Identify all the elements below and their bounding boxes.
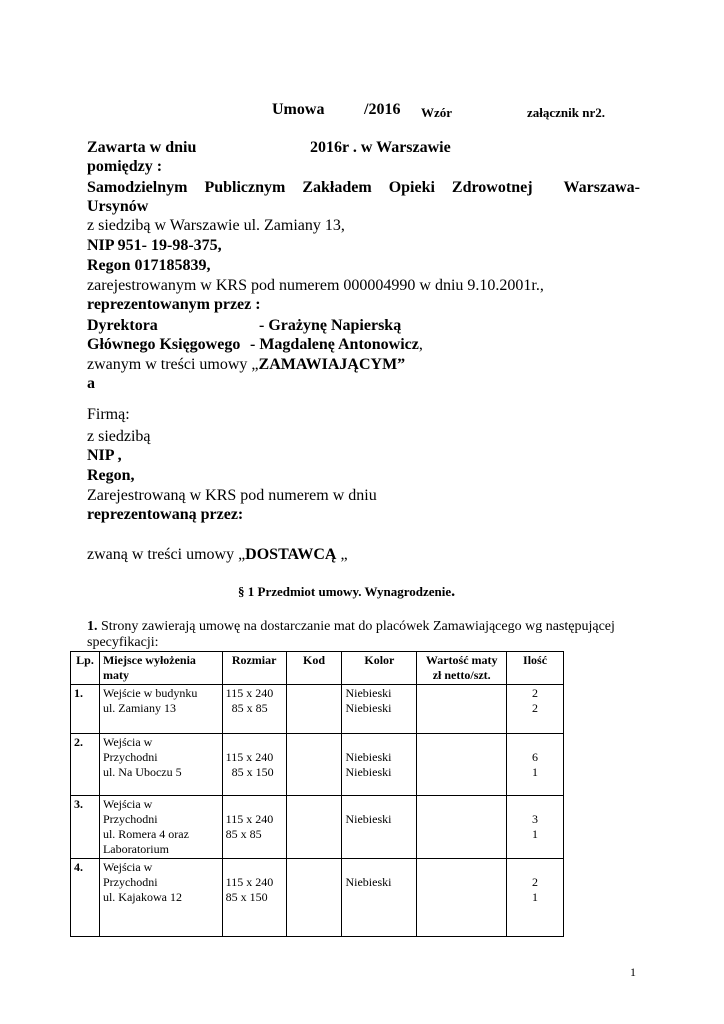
cell-line: Niebieski (345, 765, 392, 779)
cell-size (222, 734, 286, 796)
cell-size (222, 796, 286, 859)
name-word: Publicznym (204, 179, 286, 196)
cell-value (417, 796, 507, 859)
cell-place (99, 796, 222, 859)
cell-line: ul. Kajakowa 12 (102, 890, 182, 904)
cell-line: 115 x 240 (225, 812, 274, 826)
party1-address: z siedzibą w Warszawie ul. Zamiany 13, (87, 217, 345, 234)
cell-line: ul. Zamiany 13 (102, 701, 176, 715)
rep2-role: Głównego Księgowego (87, 336, 241, 353)
page-number: 1 (630, 965, 636, 979)
cell-line: 1 (532, 827, 539, 841)
party1-regon: Regon 017185839, (87, 257, 211, 274)
cell-line: Przychodni (102, 812, 158, 826)
cell-line (345, 797, 413, 812)
table-row (71, 685, 564, 734)
cell-place (99, 859, 222, 937)
header-code: Kod (286, 652, 342, 685)
header-year: /2016 (364, 101, 401, 118)
cell-line: 115 x 240 (225, 875, 274, 889)
name-word: Warszawa- (563, 179, 640, 196)
cell-size (222, 859, 286, 937)
cell-lp: 3. (71, 796, 100, 859)
header-value (417, 652, 507, 685)
cell-place (99, 734, 222, 796)
cell-line: ul. Romera 4 oraz (102, 827, 189, 841)
name-word: Opieki (388, 179, 435, 196)
cell-line: Wejścia w (102, 797, 153, 811)
cell-line: 85 x 85 (225, 701, 268, 715)
cell-line: Przychodni (102, 875, 158, 889)
cell-line: 6 (532, 750, 539, 764)
header-lp: Lp. (71, 652, 100, 685)
cell-line: Niebieski (345, 686, 392, 700)
cell-code (286, 859, 342, 937)
cell-lp: 2. (71, 734, 100, 796)
concluded-line (87, 138, 196, 157)
party2-called-name: DOSTAWCĄ (245, 546, 337, 563)
intro-text: Strony zawierają umowę na dostarczanie mat do placówek Zamawiającego wg następującej (97, 619, 615, 634)
party2-called (87, 545, 348, 564)
cell-line: Niebieski (345, 875, 392, 889)
cell-value (417, 685, 507, 734)
party2-regon: Regon, (87, 467, 135, 484)
cell-qty (507, 859, 564, 937)
cell-line: Niebieski (345, 750, 392, 764)
cell-line: 2 (532, 875, 539, 889)
cell-value (417, 859, 507, 937)
table-row (71, 734, 564, 796)
party1-called (87, 355, 405, 374)
table-row (71, 796, 564, 859)
table-row (71, 859, 564, 937)
cell-code (286, 734, 342, 796)
name-word: Zdrowotnej (451, 179, 533, 196)
cell-line: Wejście w budynku (102, 686, 198, 700)
party2-represented-by: reprezentowaną przez: (87, 506, 244, 523)
and-word: a (87, 375, 95, 392)
cell-line (510, 797, 560, 812)
party1-called-name: ZAMAWIAJĄCYM” (258, 356, 406, 373)
cell-line: 2 (532, 686, 539, 700)
cell-line: Niebieski (345, 812, 392, 826)
cell-line (345, 735, 413, 750)
header-place-line2: maty (102, 668, 129, 682)
rep2-name: - Magdalenę Antonowicz (250, 336, 419, 353)
header-size: Rozmiar (222, 652, 286, 685)
party1-represented-by: reprezentowanym przez : (87, 296, 261, 313)
cell-line: 115 x 240 (225, 686, 274, 700)
header-qty: Ilość (507, 652, 564, 685)
cell-line: 85 x 85 (225, 827, 262, 841)
cell-line: ul. Na Uboczu 5 (102, 765, 182, 779)
cell-line: Wejścia w (102, 860, 153, 874)
cell-line (345, 860, 413, 875)
cell-line: 3 (532, 812, 539, 826)
cell-size (222, 685, 286, 734)
party1-called-prefix: zwanym w treści umowy „ (87, 356, 259, 373)
cell-color (342, 734, 417, 796)
header-value-line2: zł netto/szt. (432, 668, 491, 682)
party1-name-line2: Ursynów (87, 198, 149, 215)
header-wzor: Wzór (421, 105, 453, 120)
cell-lp: 1. (71, 685, 100, 734)
cell-line: 2 (532, 701, 539, 715)
rep1-role: Dyrektora (87, 317, 158, 334)
cell-code (286, 685, 342, 734)
cell-line: Niebieski (345, 701, 392, 715)
rep2-line (250, 335, 423, 354)
cell-line (226, 735, 283, 750)
cell-line (510, 735, 560, 750)
party2-called-prefix: zwaną w treści umowy „ (87, 546, 246, 563)
cell-line (226, 797, 283, 812)
party2-firm: Firmą: (87, 406, 130, 423)
cell-value (417, 734, 507, 796)
concluded-label: Zawarta w dniu (87, 139, 197, 156)
rep1-name: - Grażynę Napierską (259, 317, 402, 334)
section1-title-text: § 1 Przedmiot umowy. Wynagrodzenie (238, 584, 452, 599)
between-line: pomiędzy : (87, 158, 163, 175)
cell-qty (507, 796, 564, 859)
party2-nip: NIP , (87, 447, 122, 464)
cell-line: 115 x 240 (225, 750, 274, 764)
cell-line: 1 (532, 765, 539, 779)
cell-color (342, 859, 417, 937)
cell-line: Laboratorium (102, 842, 169, 856)
section1-intro-line1 (87, 619, 615, 635)
header-value-line1: Wartość maty (425, 653, 498, 667)
header-color: Kolor (342, 652, 417, 685)
concluded-date: 2016r . w Warszawie (310, 139, 451, 156)
specification-table (70, 651, 564, 937)
cell-code (286, 796, 342, 859)
cell-lp: 4. (71, 859, 100, 937)
party1-krs: zarejestrowanym w KRS pod numerem 000004990 w dniu 9.10.2001r., (87, 277, 544, 294)
cell-line: 85 x 150 (225, 765, 274, 779)
section1-intro-line2: specyfikacji: (87, 635, 159, 650)
party2-krs: Zarejestrowaną w KRS pod numerem w dniu (87, 487, 377, 504)
table-header-row (71, 652, 564, 685)
party2-called-suffix: „ (336, 546, 348, 563)
intro-number: 1. (87, 619, 98, 634)
header-umowa: Umowa (272, 101, 325, 118)
cell-color (342, 685, 417, 734)
cell-qty (507, 685, 564, 734)
section1-title (238, 583, 455, 601)
cell-qty (507, 734, 564, 796)
header-place-line1: Miejsce wyłożenia (102, 653, 196, 667)
cell-place (99, 685, 222, 734)
name-word: Zakładem (302, 179, 372, 196)
cell-line (226, 860, 283, 875)
cell-line: 85 x 150 (225, 890, 268, 904)
cell-line: Przychodni (102, 750, 158, 764)
party1-nip: NIP 951- 19-98-375, (87, 237, 222, 254)
section1-title-dot: . (451, 583, 456, 600)
party2-seat: z siedzibą (87, 428, 151, 445)
rep2-comma: , (418, 336, 423, 353)
header-place (99, 652, 222, 685)
cell-line: 1 (532, 890, 539, 904)
cell-color (342, 796, 417, 859)
name-word: Samodzielnym (87, 179, 188, 196)
party1-name-line1 (87, 178, 640, 197)
cell-line: Wejścia w (102, 735, 153, 749)
cell-line (510, 860, 560, 875)
header-attachment: załącznik nr2. (527, 105, 605, 120)
